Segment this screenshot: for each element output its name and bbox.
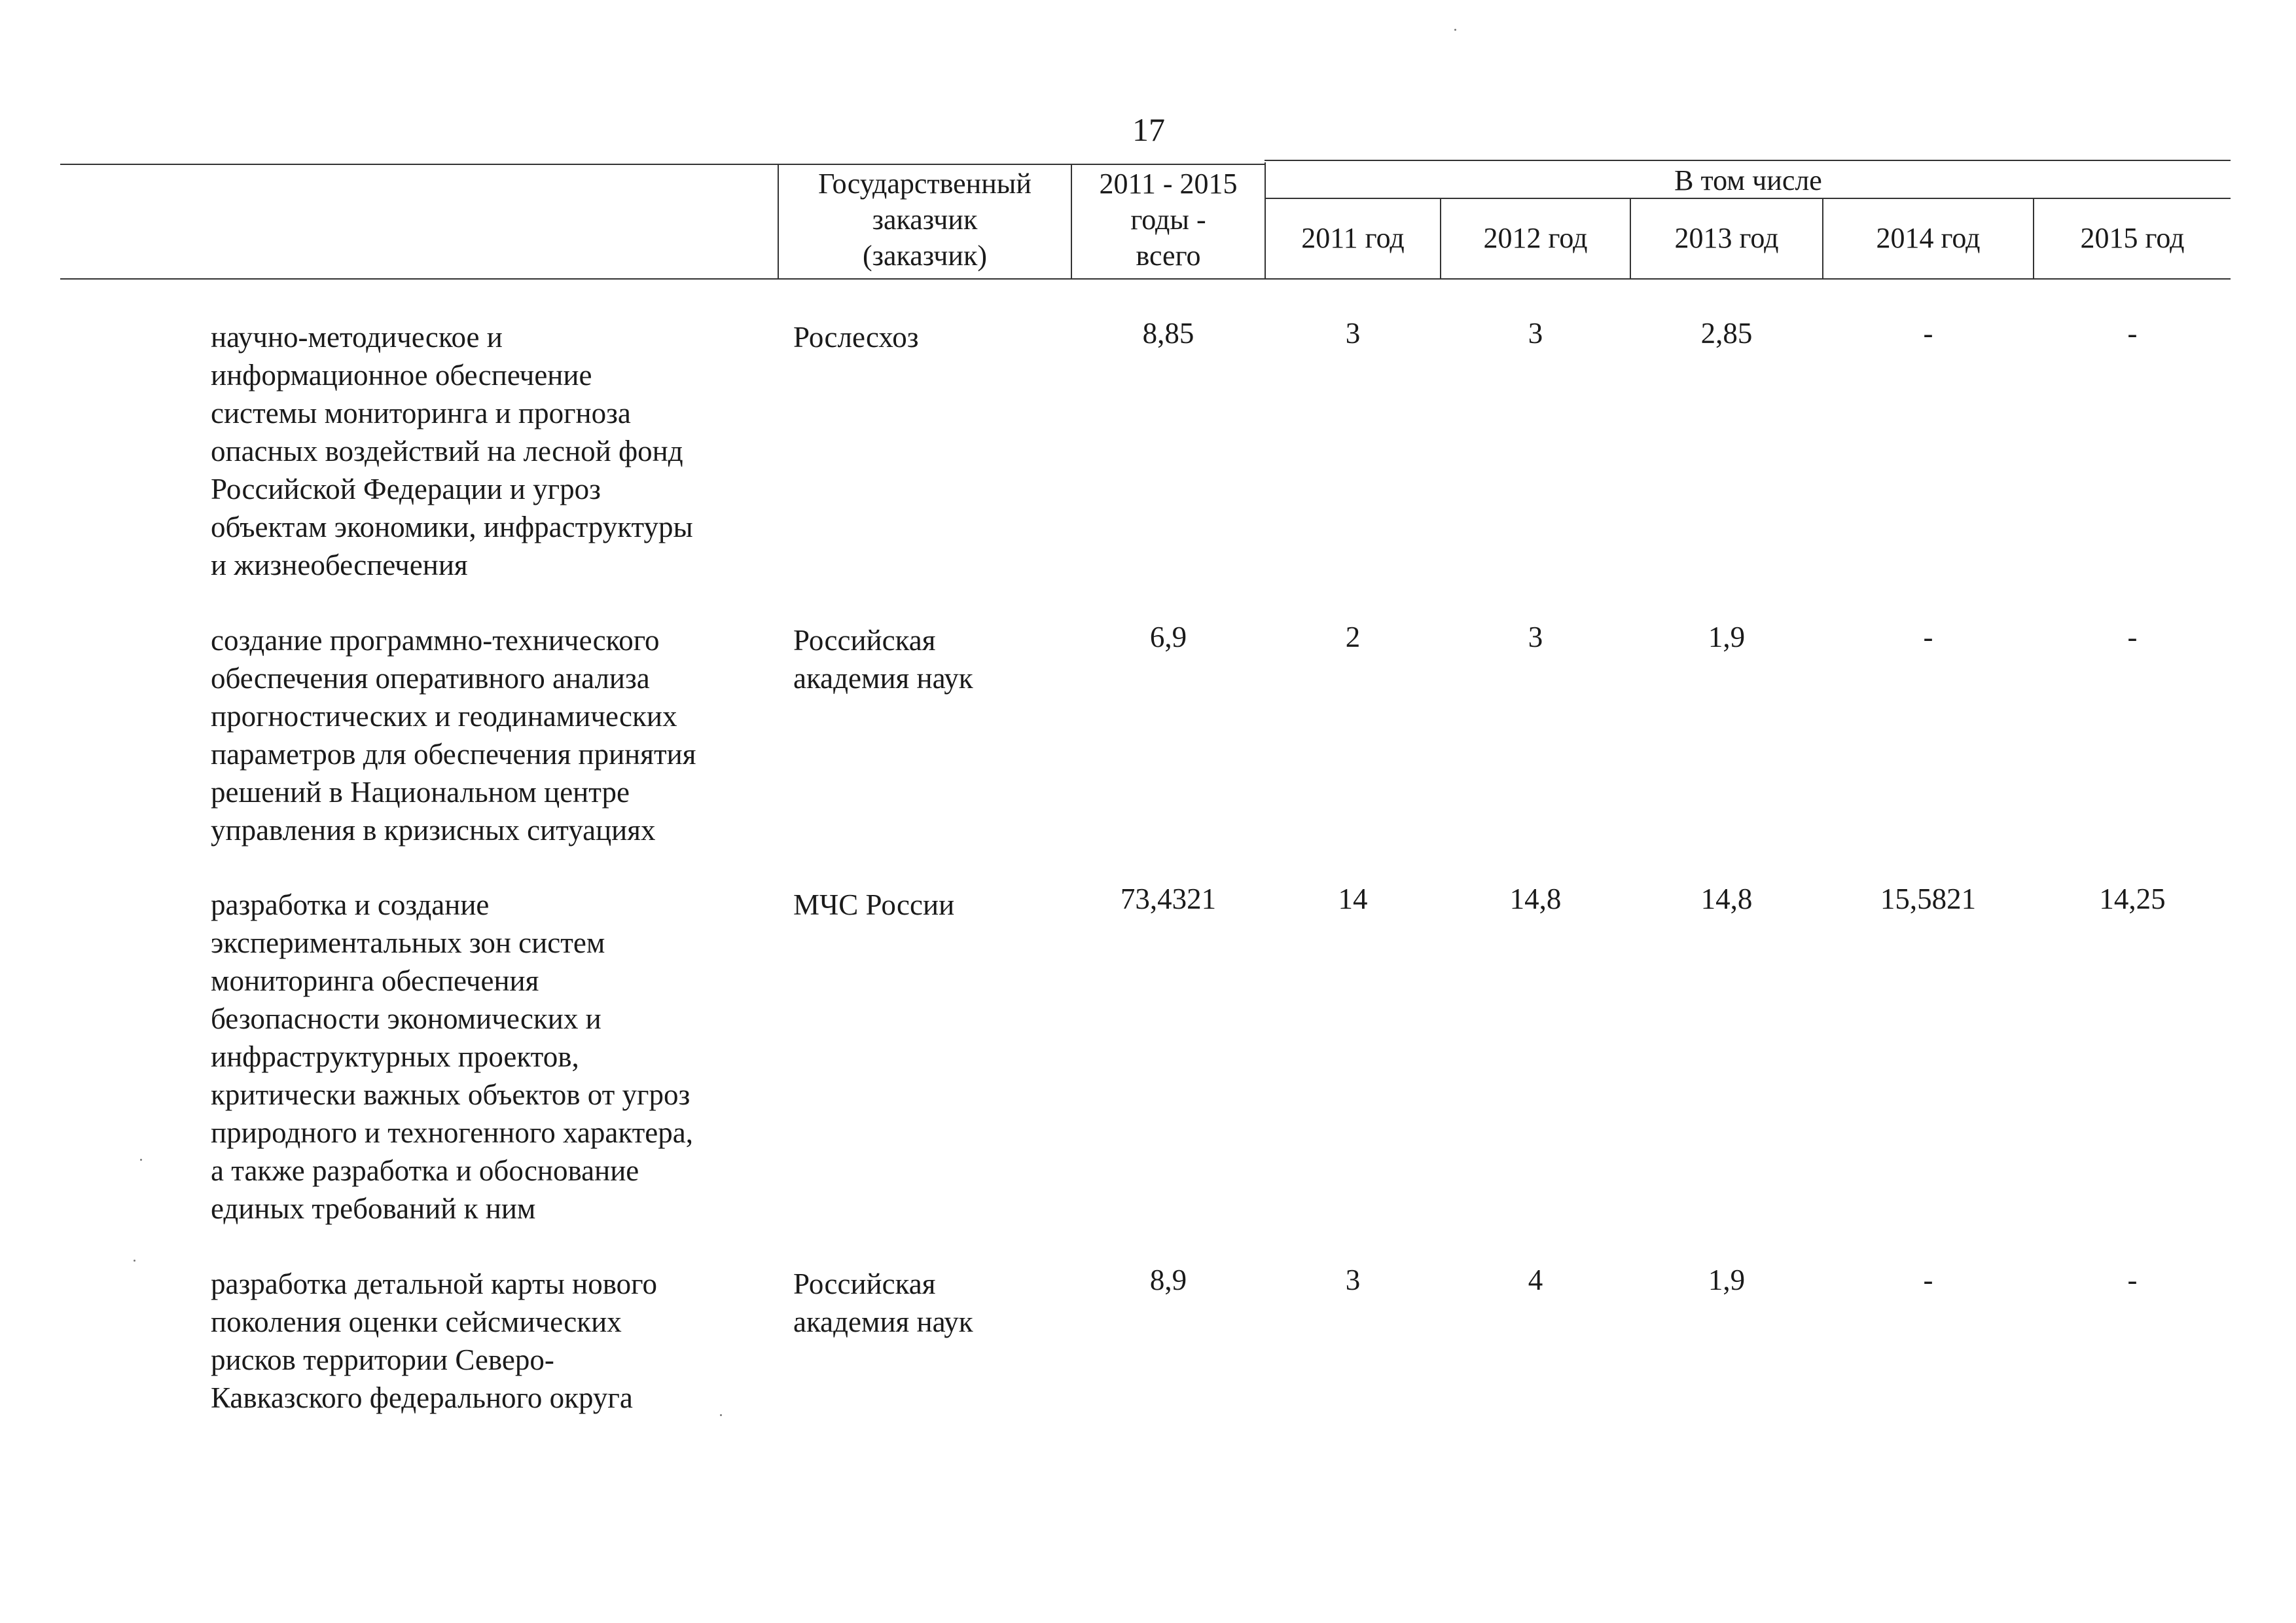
row-total: 73,4321 (1120, 883, 1217, 915)
row-customer: Рослесхоз (793, 321, 919, 354)
row-value-2011: 2 (1345, 621, 1361, 653)
scan-speck (720, 1414, 722, 1416)
row-customer: Российская академия наук (793, 624, 973, 695)
row-value-2014: 15,5821 (1880, 883, 1977, 915)
row-value-2013: 1,9 (1708, 1264, 1746, 1296)
row-value-2012: 3 (1528, 621, 1543, 653)
table-top-rule-right (1265, 160, 2231, 161)
row-value-2013: 14,8 (1700, 883, 1753, 915)
row-value-2012: 3 (1528, 317, 1543, 350)
header-total: 2011 - 2015 годы - всего (1099, 168, 1238, 272)
row-value-2015: - (2127, 317, 2138, 350)
row-description: разработка детальной карты нового поколения оценки сейсмических рисков территории Северо- Кавказского федерального округа (211, 1267, 658, 1414)
row-value-2015: - (2127, 621, 2138, 653)
row-value-2015: - (2127, 1264, 2138, 1296)
row-value-2014: - (1923, 317, 1933, 350)
row-value-2014: - (1923, 621, 1933, 653)
header-group: В том числе (1674, 164, 1822, 196)
row-total: 8,85 (1142, 317, 1194, 350)
row-total: 6,9 (1149, 621, 1187, 653)
scan-speck (134, 1260, 135, 1262)
row-value-2012: 14,8 (1509, 883, 1562, 915)
header-year-2012: 2012 год (1483, 222, 1588, 254)
row-value-2013: 2,85 (1700, 317, 1753, 350)
row-customer: МЧС России (793, 888, 955, 921)
header-customer: Государственный заказчик (заказчик) (818, 168, 1031, 272)
header-year-2015: 2015 год (2080, 222, 2185, 254)
header-year-2011: 2011 год (1301, 222, 1405, 254)
table-top-rule-left (60, 164, 1265, 165)
row-value-2011: 3 (1345, 1264, 1361, 1296)
header-year-2013: 2013 год (1674, 222, 1779, 254)
row-customer: Российская академия наук (793, 1267, 973, 1338)
row-value-2013: 1,9 (1708, 621, 1746, 653)
page-number: 17 (1132, 111, 1165, 148)
row-value-2015: 14,25 (2099, 883, 2166, 915)
scan-speck (1454, 29, 1456, 31)
scan-speck (140, 1159, 142, 1161)
header-year-2014: 2014 год (1876, 222, 1981, 254)
row-value-2012: 4 (1528, 1264, 1543, 1296)
row-value-2011: 14 (1338, 883, 1368, 915)
row-description: создание программно-технического обеспечения оперативного анализа прогностических и геодинамических параметров для обеспечения принятия решений в Национальном центре управления в кризисных ситуациях (211, 624, 696, 847)
row-value-2014: - (1923, 1264, 1933, 1296)
row-description: научно-методическое и информационное обеспечение системы мониторинга и прогноза опасных воздействий на лесной фонд Российской Федерации и угроз объектам экономики, инфраструктуры и жизнеобеспечения (211, 321, 693, 581)
row-value-2011: 3 (1345, 317, 1361, 350)
header-bottom-rule (60, 278, 2231, 280)
row-description: разработка и создание экспериментальных зон систем мониторинга обеспечения безопасности экономических и инфраструктурных проектов, критически важных объектов от угроз природного и техногенного характера, а также разработка и обоснование единых требований к ним (211, 888, 693, 1225)
row-total: 8,9 (1149, 1264, 1187, 1296)
